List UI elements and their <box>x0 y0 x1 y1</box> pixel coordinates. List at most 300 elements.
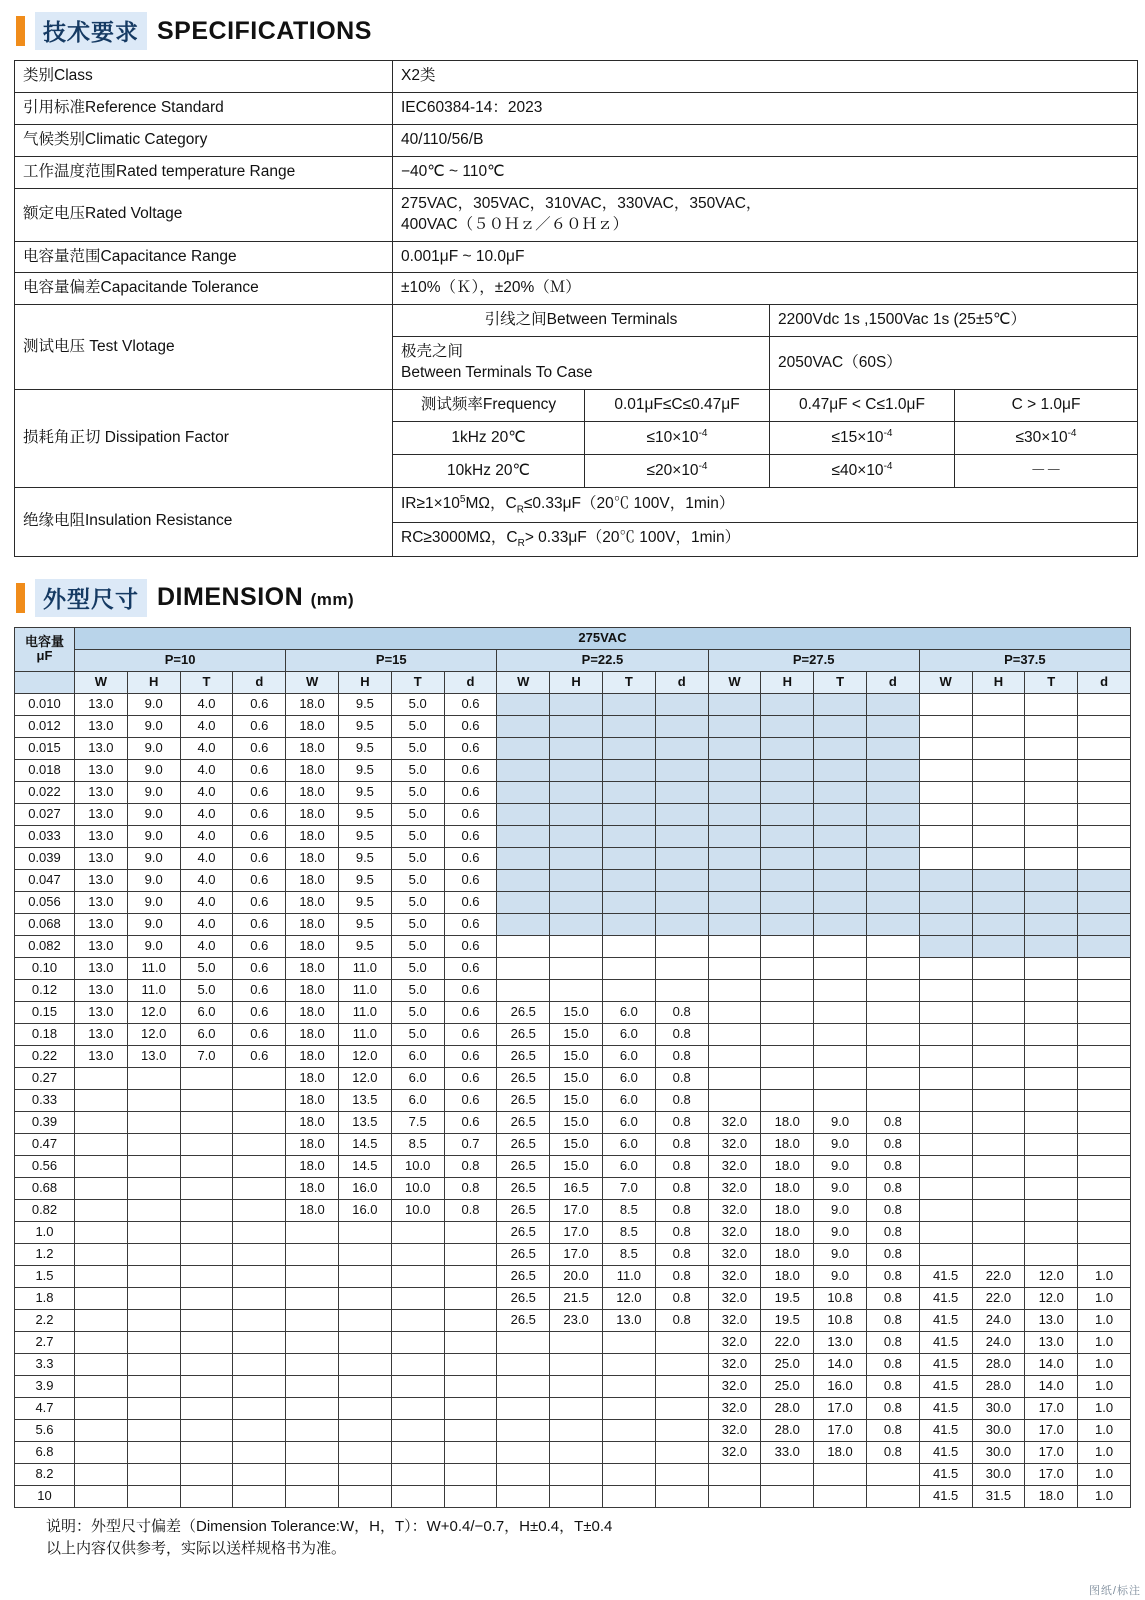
footer-note <box>14 1516 1131 1561</box>
dim-cell-p10-d: 0.6 <box>233 935 286 957</box>
dim-cell-p225-t: 6.0 <box>602 1133 655 1155</box>
dim-cell-p15-w: 18.0 <box>286 1133 339 1155</box>
dim-cell-p10-d: 0.6 <box>233 1001 286 1023</box>
dim-cell-p275-w <box>708 759 761 781</box>
ir-value-row-2 <box>393 522 1138 556</box>
dim-cell-p375-w: 41.5 <box>919 1309 972 1331</box>
dim-cell-p15-d <box>444 1221 497 1243</box>
df-row-1khz-value-1 <box>585 422 770 455</box>
dim-cell-p15-d: 0.6 <box>444 715 497 737</box>
dim-cell-p375-h <box>972 979 1025 1001</box>
dim-cell-p10-d <box>233 1067 286 1089</box>
dim-cell-p375-h <box>972 891 1025 913</box>
dim-cell-p275-t <box>814 979 867 1001</box>
dim-cell-p375-w <box>919 1045 972 1067</box>
cap-value: 0.082 <box>15 935 75 957</box>
dim-cell-p225-w: 26.5 <box>497 1133 550 1155</box>
spec-value-reference-standard: IEC60384-14：2023 <box>393 92 1138 124</box>
table-row <box>15 781 1131 803</box>
dim-cell-p10-t <box>180 1309 233 1331</box>
dim-cell-p10-d: 0.6 <box>233 825 286 847</box>
dim-cell-p375-w: 41.5 <box>919 1287 972 1309</box>
dim-cell-p15-w: 18.0 <box>286 957 339 979</box>
cap-value: 5.6 <box>15 1419 75 1441</box>
ir-r1-b: MΩ，C <box>465 495 517 513</box>
table-row <box>15 1265 1131 1287</box>
dim-cell-p375-w: 41.5 <box>919 1441 972 1463</box>
dim-cell-p375-w <box>919 913 972 935</box>
dim-cell-p10-t: 7.0 <box>180 1045 233 1067</box>
dim-cell-p275-h: 25.0 <box>761 1353 814 1375</box>
dim-cell-p225-d <box>655 1463 708 1485</box>
dim-cell-p225-t <box>602 979 655 1001</box>
dim-cell-p375-d <box>1078 803 1131 825</box>
dim-cell-p375-d <box>1078 1089 1131 1111</box>
pitch-header-p275: P=27.5 <box>708 649 919 671</box>
dim-cell-p10-w: 13.0 <box>75 891 128 913</box>
dim-cell-p275-t <box>814 1023 867 1045</box>
dim-cell-p15-h <box>338 1221 391 1243</box>
dim-cell-p375-t <box>1025 913 1078 935</box>
dimension-title-en <box>157 583 354 612</box>
dim-cell-p10-t: 6.0 <box>180 1023 233 1045</box>
dim-cell-p375-d <box>1078 869 1131 891</box>
spec-value-rated-voltage <box>393 188 1138 241</box>
table-row <box>15 847 1131 869</box>
table-row <box>15 61 1138 93</box>
dim-cell-p375-h: 31.5 <box>972 1485 1025 1507</box>
dim-cell-p225-h: 15.0 <box>550 1089 603 1111</box>
dimension-table-body <box>15 693 1131 1507</box>
dim-cell-p375-t <box>1025 935 1078 957</box>
dim-cell-p15-w: 18.0 <box>286 759 339 781</box>
subheader-p375-w: W <box>919 671 972 693</box>
ir-r2-b: > 0.33μF（20℃ 100V，1min） <box>524 528 741 546</box>
dim-cell-p375-h <box>972 869 1025 891</box>
dim-cell-p10-w: 13.0 <box>75 737 128 759</box>
dim-cell-p375-t: 17.0 <box>1025 1463 1078 1485</box>
dim-cell-p15-t: 5.0 <box>391 1023 444 1045</box>
dim-cell-p275-w <box>708 891 761 913</box>
dim-cell-p225-t <box>602 1353 655 1375</box>
dim-cell-p15-h <box>338 1265 391 1287</box>
cap-value: 0.33 <box>15 1089 75 1111</box>
dim-cell-p10-h: 9.0 <box>127 759 180 781</box>
dim-cell-p15-t <box>391 1221 444 1243</box>
dim-cell-p375-w <box>919 935 972 957</box>
dim-cell-p375-d <box>1078 781 1131 803</box>
dim-cell-p15-t: 6.0 <box>391 1067 444 1089</box>
dim-cell-p225-d <box>655 1485 708 1507</box>
dim-cell-p275-h <box>761 1089 814 1111</box>
dim-cell-p10-d: 0.6 <box>233 803 286 825</box>
subheader-p225-d: d <box>655 671 708 693</box>
subheader-p10-d: d <box>233 671 286 693</box>
dim-cell-p225-h <box>550 891 603 913</box>
dim-cell-p15-w <box>286 1287 339 1309</box>
dim-cell-p15-w <box>286 1441 339 1463</box>
dim-cell-p225-w <box>497 759 550 781</box>
dim-cell-p225-d: 0.8 <box>655 1133 708 1155</box>
dim-cell-p15-h <box>338 1485 391 1507</box>
dim-cell-p225-t <box>602 781 655 803</box>
dim-cell-p15-h: 11.0 <box>338 1001 391 1023</box>
dim-cell-p15-h: 9.5 <box>338 913 391 935</box>
df-row-10khz-value-3: －－ <box>955 455 1138 488</box>
dim-cell-p15-w <box>286 1463 339 1485</box>
dim-cell-p225-d <box>655 1375 708 1397</box>
dim-cell-p15-d: 0.6 <box>444 825 497 847</box>
dim-cell-p275-h <box>761 957 814 979</box>
dim-cell-p275-w: 32.0 <box>708 1265 761 1287</box>
dim-cell-p10-t <box>180 1397 233 1419</box>
dim-cell-p10-t: 4.0 <box>180 935 233 957</box>
dim-cell-p15-t: 5.0 <box>391 825 444 847</box>
orange-bar-icon <box>16 583 25 613</box>
dim-cell-p15-w: 18.0 <box>286 715 339 737</box>
cap-value: 0.27 <box>15 1067 75 1089</box>
dim-cell-p15-d: 0.6 <box>444 979 497 1001</box>
dim-cell-p275-w <box>708 693 761 715</box>
subheader-cap-spacer <box>15 671 75 693</box>
dimension-voltage-header-row <box>15 627 1131 649</box>
dim-cell-p10-w: 13.0 <box>75 825 128 847</box>
dim-cell-p375-h <box>972 1199 1025 1221</box>
dim-cell-p275-w <box>708 1023 761 1045</box>
dim-cell-p15-t <box>391 1265 444 1287</box>
dim-cell-p15-h: 9.5 <box>338 759 391 781</box>
dim-cell-p15-d: 0.6 <box>444 781 497 803</box>
dim-cell-p375-h: 22.0 <box>972 1265 1025 1287</box>
dim-cell-p275-w: 32.0 <box>708 1375 761 1397</box>
dim-cell-p10-d <box>233 1199 286 1221</box>
dim-cell-p275-d <box>866 825 919 847</box>
dim-cell-p275-w <box>708 1463 761 1485</box>
dim-cell-p225-w: 26.5 <box>497 1067 550 1089</box>
dim-cell-p275-d <box>866 1045 919 1067</box>
table-row <box>15 241 1138 273</box>
dim-cell-p10-h <box>127 1177 180 1199</box>
dim-cell-p225-w: 26.5 <box>497 1045 550 1067</box>
dim-cell-p225-d: 0.8 <box>655 1023 708 1045</box>
dim-cell-p375-w: 41.5 <box>919 1397 972 1419</box>
dim-cell-p225-t: 6.0 <box>602 1023 655 1045</box>
dim-cell-p15-h <box>338 1353 391 1375</box>
df-row-1khz-label: 1kHz 20℃ <box>393 422 585 455</box>
dim-cell-p275-h <box>761 737 814 759</box>
dim-cell-p375-w <box>919 1199 972 1221</box>
dim-cell-p375-t <box>1025 1177 1078 1199</box>
dim-cell-p225-t <box>602 1485 655 1507</box>
dim-cell-p10-w: 13.0 <box>75 847 128 869</box>
dim-cell-p225-t: 13.0 <box>602 1309 655 1331</box>
dim-cell-p375-t <box>1025 1067 1078 1089</box>
dim-cell-p15-h: 9.5 <box>338 693 391 715</box>
cap-value: 0.022 <box>15 781 75 803</box>
dim-cell-p15-t <box>391 1309 444 1331</box>
dim-cell-p375-w: 41.5 <box>919 1265 972 1287</box>
spec-label-capacitance-range: 电容量范围Capacitance Range <box>15 241 393 273</box>
dim-cell-p375-h <box>972 803 1025 825</box>
dim-cell-p15-t: 5.0 <box>391 759 444 781</box>
dim-cell-p15-t <box>391 1287 444 1309</box>
dim-cell-p15-d <box>444 1265 497 1287</box>
dim-cell-p10-t: 4.0 <box>180 825 233 847</box>
dim-cell-p10-w: 13.0 <box>75 1023 128 1045</box>
dim-cell-p375-t <box>1025 1045 1078 1067</box>
dim-cell-p225-t <box>602 1441 655 1463</box>
dim-cell-p15-t: 5.0 <box>391 737 444 759</box>
dim-cell-p15-h <box>338 1419 391 1441</box>
dim-cell-p225-w: 26.5 <box>497 1221 550 1243</box>
dim-cell-p275-h <box>761 1485 814 1507</box>
dim-cell-p275-d: 0.8 <box>866 1309 919 1331</box>
dim-cell-p275-d: 0.8 <box>866 1111 919 1133</box>
dim-cell-p15-h: 13.5 <box>338 1089 391 1111</box>
cap-value: 8.2 <box>15 1463 75 1485</box>
subheader-p275-h: H <box>761 671 814 693</box>
dim-cell-p225-h <box>550 1397 603 1419</box>
spec-label-rated-voltage: 额定电压Rated Voltage <box>15 188 393 241</box>
dim-cell-p15-d <box>444 1375 497 1397</box>
test-voltage-terminals-label: 引线之间Between Terminals <box>393 305 770 337</box>
dim-cell-p225-t: 6.0 <box>602 1089 655 1111</box>
dim-cell-p10-t <box>180 1111 233 1133</box>
dim-cell-p15-d: 0.6 <box>444 869 497 891</box>
dim-cell-p375-w <box>919 891 972 913</box>
table-row <box>15 825 1131 847</box>
dim-cell-p275-d <box>866 979 919 1001</box>
dim-cell-p275-d <box>866 803 919 825</box>
dim-cell-p225-w: 26.5 <box>497 1309 550 1331</box>
dim-cell-p15-d <box>444 1397 497 1419</box>
dim-cell-p225-t <box>602 825 655 847</box>
dim-cell-p10-t <box>180 1133 233 1155</box>
dim-cell-p15-w: 18.0 <box>286 913 339 935</box>
dim-cell-p275-w: 32.0 <box>708 1309 761 1331</box>
dim-cell-p15-d: 0.6 <box>444 1111 497 1133</box>
dim-cell-p10-d <box>233 1375 286 1397</box>
dim-cell-p10-t <box>180 1485 233 1507</box>
dim-cell-p275-d <box>866 913 919 935</box>
test-voltage-terminals-value: 2200Vdc 1s ,1500Vac 1s (25±5℃） <box>770 305 1138 337</box>
dim-cell-p275-h <box>761 759 814 781</box>
dim-cell-p375-w <box>919 1001 972 1023</box>
pitch-header-p225: P=22.5 <box>497 649 708 671</box>
table-row <box>15 1441 1131 1463</box>
subheader-p15-t: T <box>391 671 444 693</box>
dim-cell-p275-t <box>814 1089 867 1111</box>
dim-cell-p10-t <box>180 1067 233 1089</box>
table-row <box>15 1177 1131 1199</box>
dim-cell-p275-t <box>814 1485 867 1507</box>
dim-cell-p225-d <box>655 825 708 847</box>
dim-cell-p15-t: 5.0 <box>391 847 444 869</box>
dim-cell-p275-h <box>761 869 814 891</box>
dim-cell-p10-t: 4.0 <box>180 803 233 825</box>
table-row <box>15 124 1138 156</box>
dim-cell-p15-w: 18.0 <box>286 847 339 869</box>
dim-cell-p15-h <box>338 1397 391 1419</box>
dim-cell-p225-h: 17.0 <box>550 1199 603 1221</box>
dim-cell-p10-t <box>180 1155 233 1177</box>
dim-cell-p375-d <box>1078 935 1131 957</box>
cap-value: 0.47 <box>15 1133 75 1155</box>
dim-cell-p375-h <box>972 715 1025 737</box>
dim-cell-p10-d <box>233 1309 286 1331</box>
dim-cell-p225-d: 0.8 <box>655 1111 708 1133</box>
dim-cell-p275-t <box>814 781 867 803</box>
dim-cell-p375-t <box>1025 781 1078 803</box>
dim-cell-p275-d: 0.8 <box>866 1331 919 1353</box>
dim-cell-p375-h <box>972 1133 1025 1155</box>
dim-cell-p225-d: 0.8 <box>655 1155 708 1177</box>
df-1khz-v3-exp: -4 <box>1067 428 1077 440</box>
dim-cell-p275-d: 0.8 <box>866 1287 919 1309</box>
rated-voltage-line-1: 275VAC，305VAC，310VAC，330VAC，350VAC， <box>401 194 762 212</box>
dim-cell-p375-w <box>919 1155 972 1177</box>
dim-cell-p375-w <box>919 847 972 869</box>
dim-cell-p375-d: 1.0 <box>1078 1309 1131 1331</box>
dim-cell-p375-d <box>1078 1045 1131 1067</box>
dim-cell-p375-d <box>1078 825 1131 847</box>
dim-cell-p10-t: 4.0 <box>180 847 233 869</box>
dim-cell-p225-t <box>602 891 655 913</box>
section-title-en: SPECIFICATIONS <box>157 16 372 45</box>
dim-cell-p15-t <box>391 1331 444 1353</box>
dim-cell-p225-t <box>602 957 655 979</box>
dim-cell-p10-d <box>233 1419 286 1441</box>
dim-cell-p375-h <box>972 913 1025 935</box>
dim-cell-p10-w <box>75 1067 128 1089</box>
dim-cell-p225-h <box>550 737 603 759</box>
dimension-table-wrap <box>14 627 1131 1508</box>
dim-cell-p375-w: 41.5 <box>919 1375 972 1397</box>
dim-cell-p15-t <box>391 1375 444 1397</box>
dim-cell-p375-t <box>1025 825 1078 847</box>
dim-cell-p275-d <box>866 891 919 913</box>
dim-cell-p375-d: 1.0 <box>1078 1397 1131 1419</box>
dim-cell-p225-t <box>602 935 655 957</box>
pitch-header-p15: P=15 <box>286 649 497 671</box>
dim-cell-p225-d <box>655 1419 708 1441</box>
dim-cell-p375-w <box>919 1111 972 1133</box>
dim-cell-p10-t: 4.0 <box>180 715 233 737</box>
dim-cell-p10-w: 13.0 <box>75 759 128 781</box>
dim-cell-p275-t <box>814 1067 867 1089</box>
dim-cell-p225-w <box>497 803 550 825</box>
dim-cell-p375-w <box>919 803 972 825</box>
dim-cell-p275-d <box>866 1023 919 1045</box>
dim-cell-p10-t: 5.0 <box>180 957 233 979</box>
dim-cell-p15-d: 0.6 <box>444 913 497 935</box>
dim-cell-p15-h: 9.5 <box>338 869 391 891</box>
dim-cell-p275-d <box>866 715 919 737</box>
dim-cell-p10-d: 0.6 <box>233 869 286 891</box>
dim-cell-p10-t <box>180 1265 233 1287</box>
dim-cell-p375-d <box>1078 1243 1131 1265</box>
df-range-col-1: 0.01μF≤C≤0.47μF <box>585 390 770 422</box>
dim-cell-p275-d: 0.8 <box>866 1375 919 1397</box>
table-row <box>15 1023 1131 1045</box>
dim-cell-p15-h: 9.5 <box>338 847 391 869</box>
dim-cell-p225-w <box>497 1375 550 1397</box>
dim-cell-p275-h: 18.0 <box>761 1177 814 1199</box>
capacitance-header-line2: μF <box>36 648 53 664</box>
dim-cell-p275-t <box>814 1463 867 1485</box>
dim-cell-p375-d: 1.0 <box>1078 1485 1131 1507</box>
cap-value: 3.9 <box>15 1375 75 1397</box>
dim-cell-p15-t: 5.0 <box>391 1001 444 1023</box>
dim-cell-p10-t <box>180 1199 233 1221</box>
dimension-pitch-header-row <box>15 649 1131 671</box>
dim-cell-p10-w <box>75 1133 128 1155</box>
dim-cell-p225-t: 12.0 <box>602 1287 655 1309</box>
dim-cell-p375-h <box>972 693 1025 715</box>
dim-cell-p10-h: 12.0 <box>127 1001 180 1023</box>
dim-cell-p225-w <box>497 693 550 715</box>
cap-value: 0.018 <box>15 759 75 781</box>
dim-cell-p225-t <box>602 715 655 737</box>
table-row <box>15 1001 1131 1023</box>
dim-cell-p275-w: 32.0 <box>708 1111 761 1133</box>
table-row <box>15 1463 1131 1485</box>
dim-cell-p275-w <box>708 1001 761 1023</box>
dim-cell-p15-d <box>444 1419 497 1441</box>
dim-cell-p15-t <box>391 1463 444 1485</box>
table-row <box>15 188 1138 241</box>
dim-cell-p10-w: 13.0 <box>75 1001 128 1023</box>
spec-label-insulation-resistance: 绝缘电阻Insulation Resistance <box>15 488 393 556</box>
dim-cell-p375-t: 13.0 <box>1025 1309 1078 1331</box>
dim-cell-p225-w: 26.5 <box>497 1287 550 1309</box>
dim-cell-p10-d <box>233 1133 286 1155</box>
dim-cell-p225-t <box>602 1375 655 1397</box>
dim-cell-p225-w: 26.5 <box>497 1243 550 1265</box>
dim-cell-p375-t <box>1025 979 1078 1001</box>
dim-cell-p10-t: 4.0 <box>180 869 233 891</box>
specifications-table <box>14 60 1138 557</box>
dim-cell-p225-w <box>497 1441 550 1463</box>
dim-cell-p15-t <box>391 1397 444 1419</box>
table-row <box>15 1397 1131 1419</box>
dim-cell-p10-h <box>127 1463 180 1485</box>
dim-cell-p10-d <box>233 1089 286 1111</box>
dim-cell-p375-w <box>919 759 972 781</box>
dim-cell-p10-t <box>180 1221 233 1243</box>
dim-cell-p10-t <box>180 1177 233 1199</box>
dim-cell-p225-d <box>655 715 708 737</box>
dim-cell-p15-w: 18.0 <box>286 825 339 847</box>
dim-cell-p15-d: 0.6 <box>444 935 497 957</box>
dim-cell-p375-d: 1.0 <box>1078 1419 1131 1441</box>
dim-cell-p275-h: 19.5 <box>761 1309 814 1331</box>
ir-value-row-1 <box>393 488 1138 523</box>
dim-cell-p10-d <box>233 1287 286 1309</box>
dim-cell-p275-h: 18.0 <box>761 1133 814 1155</box>
cap-value: 0.012 <box>15 715 75 737</box>
dim-cell-p225-d: 0.8 <box>655 1221 708 1243</box>
dim-cell-p375-w <box>919 869 972 891</box>
table-row <box>15 891 1131 913</box>
dim-cell-p225-d <box>655 803 708 825</box>
dim-cell-p275-d: 0.8 <box>866 1441 919 1463</box>
dim-cell-p225-t: 6.0 <box>602 1045 655 1067</box>
dim-cell-p10-d <box>233 1111 286 1133</box>
dim-cell-p15-t: 6.0 <box>391 1089 444 1111</box>
dim-cell-p275-w: 32.0 <box>708 1199 761 1221</box>
dim-cell-p225-w <box>497 715 550 737</box>
